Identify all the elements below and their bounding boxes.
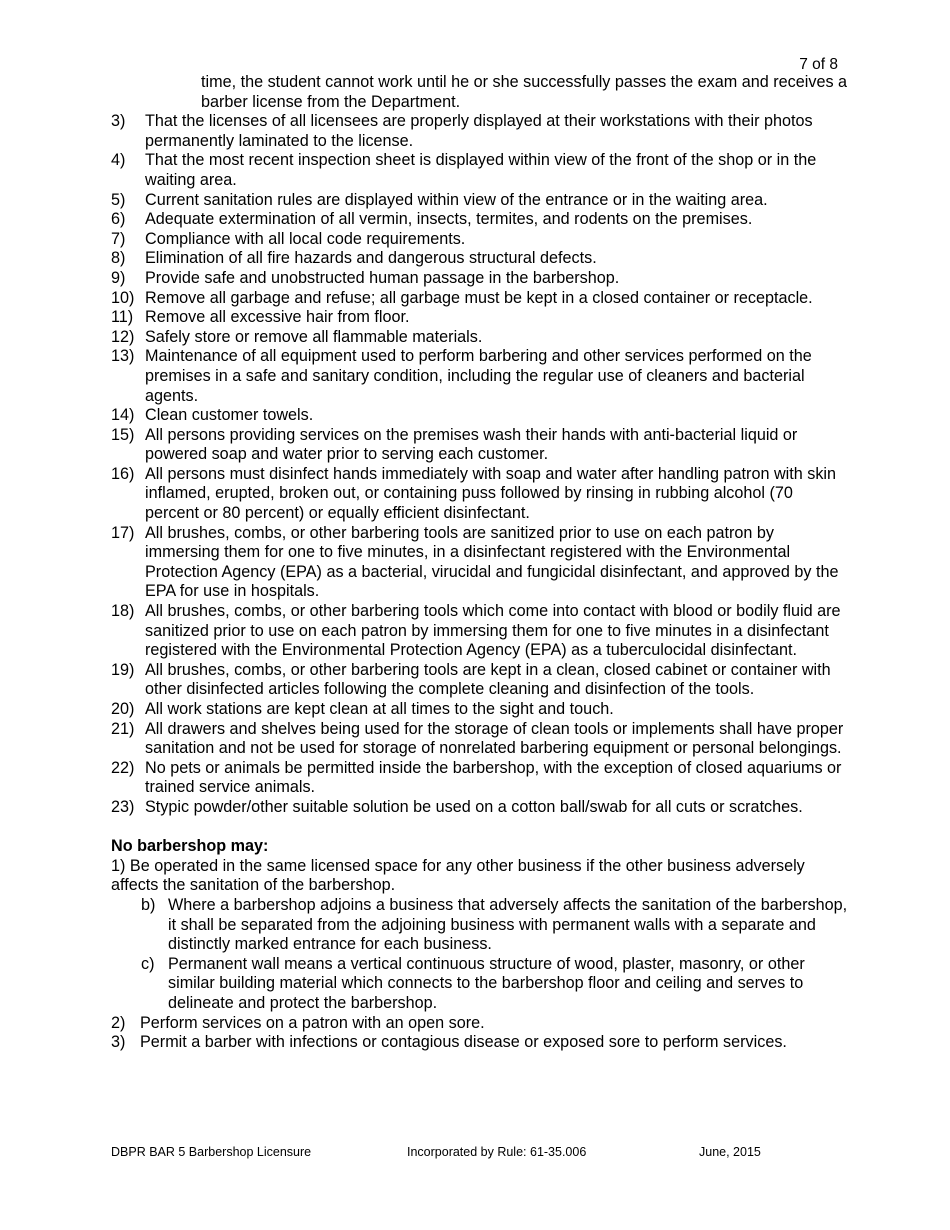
sub-item-text: Where a barbershop adjoins a business that adversely affects the sanitation of the barbershop, it shall be separated from the adjoining business with permanent walls with a separate and distinctly marked entrance for each business. — [168, 895, 848, 954]
item-number: 5) — [111, 190, 126, 209]
item-number: 22) — [111, 758, 135, 777]
sub-item-letter: b) — [141, 895, 156, 914]
item-text: That the most recent inspection sheet is displayed within view of the front of the shop or in the waiting area. — [145, 151, 817, 189]
item-number: 9) — [111, 268, 126, 287]
item-text: Elimination of all fire hazards and dangerous structural defects. — [145, 249, 597, 268]
prohibition-item-1: 1) Be operated in the same licensed space for any other business if the other business adversely affects the sanitation of the barbershop. — [111, 856, 805, 895]
item-number: 18) — [111, 602, 135, 621]
list-item — [111, 1014, 851, 1034]
item-text: Permit a barber with infections or contagious disease or exposed sore to perform services. — [140, 1033, 787, 1052]
item-number: 19) — [111, 660, 135, 679]
list-item — [111, 798, 851, 818]
item-number: 15) — [111, 425, 135, 444]
item-number: 3) — [111, 1033, 126, 1052]
sub-item-text: Permanent wall means a vertical continuous structure of wood, plaster, masonry, or other similar building material which connects to the barbershop floor and ceiling and serves to delineate and protect the barbershop. — [168, 954, 805, 1012]
sub-list-item — [141, 896, 851, 955]
continuation-paragraph: time, the student cannot work until he or she successfully passes the exam and receives a barber license from the Department. — [201, 73, 848, 111]
sub-item-letter: c) — [141, 954, 155, 973]
list-item — [111, 249, 851, 269]
prohibitions-list — [111, 1014, 851, 1053]
item-text: Stypic powder/other suitable solution be used on a cotton ball/swab for all cuts or scratches. — [145, 797, 803, 816]
item-number: 2) — [111, 1013, 126, 1032]
list-item — [111, 308, 851, 328]
item-text: All brushes, combs, or other barbering tools which come into contact with blood or bodily fluid are sanitized prior to use on each patron by immersing them for one to five minutes in a disinfectant registered with the Environmental Protection Agency (EPA) as a tuberculocidal disinfectant. — [145, 602, 841, 660]
list-item — [111, 112, 851, 151]
footer-date: June, 2015 — [699, 1145, 761, 1159]
list-item — [111, 465, 851, 524]
list-item — [111, 1033, 851, 1053]
sub-list-item — [141, 955, 851, 1014]
item-number: 6) — [111, 210, 126, 229]
list-item — [111, 759, 851, 798]
item-text: No pets or animals be permitted inside the barbershop, with the exception of closed aquariums or trained service animals. — [145, 758, 842, 797]
list-item — [111, 602, 851, 661]
item-number: 3) — [111, 112, 126, 131]
list-item — [111, 151, 851, 190]
list-item — [111, 289, 851, 309]
item-text: Maintenance of all equipment used to perform barbering and other services performed on the premises in a safe and sanitary condition, including the regular use of cleaners and bacterial agents. — [145, 347, 812, 405]
footer-form-id: DBPR BAR 5 Barbershop Licensure — [111, 1145, 312, 1159]
list-item — [111, 661, 851, 700]
item-number: 23) — [111, 797, 135, 816]
item-number: 13) — [111, 347, 135, 366]
item-text: Perform services on a patron with an open sore. — [140, 1013, 485, 1032]
document-body — [111, 73, 851, 1053]
list-item — [111, 230, 851, 250]
item-text: Remove all excessive hair from floor. — [145, 308, 410, 327]
list-item — [111, 524, 851, 602]
item-number: 7) — [111, 229, 126, 248]
item-text: All brushes, combs, or other barbering tools are kept in a clean, closed cabinet or container with other disinfected articles following the complete cleaning and disinfection of the tools. — [145, 660, 831, 699]
requirements-list — [111, 112, 851, 817]
item-number: 10) — [111, 288, 135, 307]
item-text: Compliance with all local code requirements. — [145, 229, 466, 248]
item-text: All work stations are kept clean at all times to the sight and touch. — [145, 700, 614, 718]
list-item — [111, 720, 851, 759]
item-text: All drawers and shelves being used for the storage of clean tools or implements shall have proper sanitation and not be used for storage of nonrelated barbering equipment or personal belongings. — [145, 719, 844, 758]
item-number: 11) — [111, 308, 134, 327]
item-text: All brushes, combs, or other barbering tools are sanitized prior to use on each patron by immersing them for one to five minutes, in a disinfectant registered with the Environmental Protection Agency (EPA) as a bacterial, virucidal and fungicidal disinfectant, and approved by the EPA for use in hospitals. — [145, 523, 839, 601]
footer-rule: Incorporated by Rule: 61-35.006 — [407, 1145, 587, 1159]
item-text: All persons providing services on the premises wash their hands with anti-bacterial liquid or powered soap and water prior to serving each customer. — [145, 425, 798, 464]
item-number: 17) — [111, 523, 135, 542]
item-text: Safely store or remove all flammable materials. — [145, 327, 483, 346]
list-item — [111, 191, 851, 211]
item-number: 16) — [111, 464, 135, 483]
item-number: 12) — [111, 327, 135, 346]
item-number: 14) — [111, 406, 135, 425]
page-number: 7 of 8 — [799, 56, 838, 73]
item-text: Clean customer towels. — [145, 406, 314, 425]
list-item — [111, 269, 851, 289]
list-item — [111, 328, 851, 348]
list-item — [111, 406, 851, 426]
list-item — [111, 426, 851, 465]
item-number: 4) — [111, 151, 126, 170]
sub-list — [111, 896, 851, 1014]
item-text: Provide safe and unobstructed human passage in the barbershop. — [145, 268, 620, 287]
item-text: Adequate extermination of all vermin, insects, termites, and rodents on the premises. — [145, 210, 753, 229]
list-item — [111, 347, 851, 406]
item-number: 21) — [111, 719, 135, 738]
item-text: That the licenses of all licensees are properly displayed at their workstations with their photos permanently laminated to the license. — [145, 112, 813, 150]
item-text: All persons must disinfect hands immediately with soap and water after handling patron with skin inflamed, erupted, broken out, or containing puss followed by rinsing in rubbing alcohol (70 percent or 80 percent) or equally efficient disinfectant. — [145, 464, 837, 523]
item-number: 8) — [111, 249, 126, 268]
section-heading: No barbershop may: — [111, 837, 269, 856]
item-text: Remove all garbage and refuse; all garbage must be kept in a closed container or receptacle. — [145, 288, 813, 307]
item-number: 20) — [111, 700, 135, 718]
list-item — [111, 700, 851, 720]
item-text: Current sanitation rules are displayed within view of the entrance or in the waiting area. — [145, 190, 768, 209]
list-item — [111, 210, 851, 230]
